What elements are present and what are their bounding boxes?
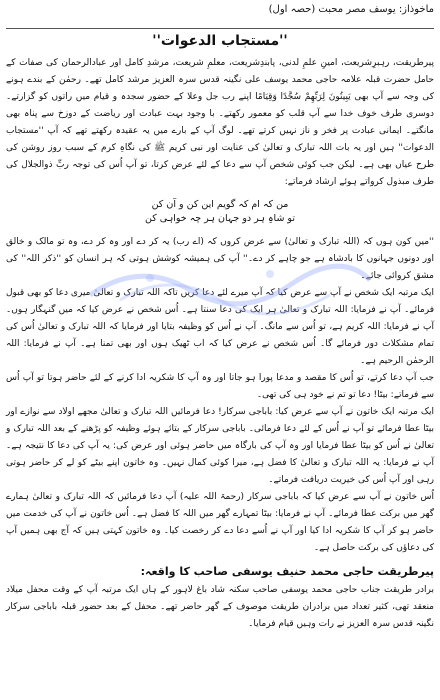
paragraph: ایک مرتبہ ایک شخص نے آپ سے عرض کیا کہ آپ میرے لئے دعا کریں تاکہ اللہ تبارک و تعالیٰ میری دعا کو بھی قبول فرمائے۔ آپ نے فرمایا: اللہ تبارک و تعالیٰ ہر ایک کی دعا سنتا ہے۔ اُس شخص نے عرض کیا کہ میں گنہگار ہوں۔ آپ نے فرمایا: اللہ کریم ہے، تو اُس سے مانگ۔ آپ نے اُس کو وظیفہ بتایا اور فرمایا کہ اللہ تبارک و تعالیٰ اُس کی تمام مشکلات دور فرمائے گا۔ اُس شخص نے عرض کیا کہ اب ٹھیک ہوں اور بھی تمنا ہے۔ آپ نے فرمایا: اللہ الرحمٰن الرحیم ہے۔ bbox=[6, 288, 434, 366]
paragraph: ''میں کون ہوں کہ (اللہ تبارک و تعالیٰ) سے عرض کروں کہ (اے رب) یہ کر دے اور وہ کر دے، وہ تو مالک و خالق اور دونوں جہانوں کا بادشاہ ہے جو چاہے کر دے۔'' آپ کی ہمیشہ کوشش ہوتی کہ ہر انسان کو ''ذکر اللہ'' کی مشق کروائی جائے۔ bbox=[6, 237, 434, 281]
couplet-line: من کہ ام کہ گویم این کن و آن کن bbox=[151, 199, 289, 210]
section-title: ''مستجاب الدعوات'' bbox=[152, 33, 288, 49]
header-divider bbox=[6, 28, 434, 29]
couplet-line: تو شاہِ ہر دو جہان ہر چہ خواہی کن bbox=[145, 213, 295, 224]
page-header bbox=[6, 4, 434, 26]
paragraph: اُس خاتون نے آپ سے عرض کیا کہ باباجی سرکار (رحمۃ اللہ علیہ) آپ دعا فرمائیں کہ اللہ تبارک و تعالیٰ ہمارے گھر میں برکت عطا فرمائے۔ آپ نے فرمایا: بیٹا تمہارے گھر میں اللہ کا فضل ہے۔ اُس خاتون نے آپ کی خدمت میں حاضر ہو کر آپ کا شکریہ ادا کیا اور آپ نے اُسے دعا دے کر رخصت کیا۔ وہ خاتون کہتی ہیں کہ آج بھی ہمیں آپ کی دعاؤں کی برکت حاصل ہے۔ bbox=[6, 492, 434, 553]
paragraph: ایک مرتبہ ایک خاتون نے آپ سے عرض کیا: باباجی سرکار! دعا فرمائیں اللہ تبارک و تعالیٰ مجھے اولاد سے نوازے اور بیٹا عطا فرمائے تو آپ نے اُس کے لئے دعا فرمائی۔ باباجی سرکار کے بتائے ہوئے وظیفہ کو پڑھنے کے بعد اللہ تبارک و تعالیٰ نے اُس کو بیٹا عطا فرمایا اور وہ آپ کی بارگاہ میں حاضر ہوئی اور عرض کی: یہ آپ کی دعا کا نتیجہ ہے۔ آپ نے فرمایا: یہ اللہ تبارک و تعالیٰ کا فضل ہے، میرا کوئی کمال نہیں۔ وہ خاتون اپنے بیٹے کو لے کر حاضر ہوتی رہی اور آپ اُس کی خیریت دریافت فرماتے۔ bbox=[6, 407, 434, 485]
source-citation: ماخوذاز: یوسف مصر محبت (حصہ اول) bbox=[268, 4, 434, 15]
persian-couplet bbox=[46, 199, 394, 224]
paragraph: پیرطریقت، رہبرِشریعت، امینِ علمِ لدنی، پابندِشریعت، معلمِ شریعت، مرشدِ کامل اور عبادالرحمان کی صفات کے حامل حضرت قبلہ علامہ حاجی محمد یوسف علی نگینہ قدس سرہ العزیز مرشد کامل تھے۔ رحمٰن کے بندے ہونے کی وجہ سے آپ بھی یَبِیتُونَ لِرَبِّهِمْ سُجَّدًا وَقِيَامًا اپنے رب جل وعلا کے حضور سجدہ و قیام میں راتوں کو گزارتے۔ دوسری طرف خوف خدا سے آپ قلب کو معمور رکھتے۔ با وجود بہت عبادت اور ریاضت کے دوزخ سے پناہ بھی مانگتے۔ ایمانی عبادت پر فخر و ناز نہیں کرتے تھے۔ لوگ آپ کے بارے میں یہ عقیدہ رکھتے تھے کہ آپ ''مستجاب الدعوات'' ہیں اور یہ بات اللہ تبارک و تعالیٰ کی عنایت اور نبی کریم ﷺ کی نگاہِ کرم کے سبب روز روشن کی طرح عیاں بھی ہے۔ لیکن جب کوئی شخص آپ سے دعا کے لئے عرض کرتا، تو آپ اُس کی توجہ ربِّ ذوالجلال کی طرف مبذول کرواتے ہوئے ارشاد فرماتے: bbox=[6, 58, 434, 187]
paragraph: برادر طریقت جناب حاجی محمد یوسفی صاحب سکنہ شاد باغ لاہور کے ہاں ایک مرتبہ آپ کے وقت محفل میلاد منعقد تھی، کثیر تعداد میں برادران طریقت موصوف کے گھر حاضر تھے۔ محفل کے بعد حضور قبلہ باباجی سرکار نگینہ قدس سرہ العزیز نے رات وہیں قیام فرمایا۔ bbox=[6, 585, 434, 629]
subheading: پیرطریقت حاجی محمد حنیف یوسفی صاحب کا واقعہ: bbox=[140, 565, 434, 578]
paragraph: جب آپ دعا کرتے، تو اُس کا مقصد و مدعا پورا ہو جاتا اور وہ آپ کا شکریہ ادا کرنے کے لئے حاضر ہوتا تو آپ اُس سے فرماتے: بیٹا! دعا تو تم نے خود ہی کی تھی۔ bbox=[6, 373, 434, 400]
